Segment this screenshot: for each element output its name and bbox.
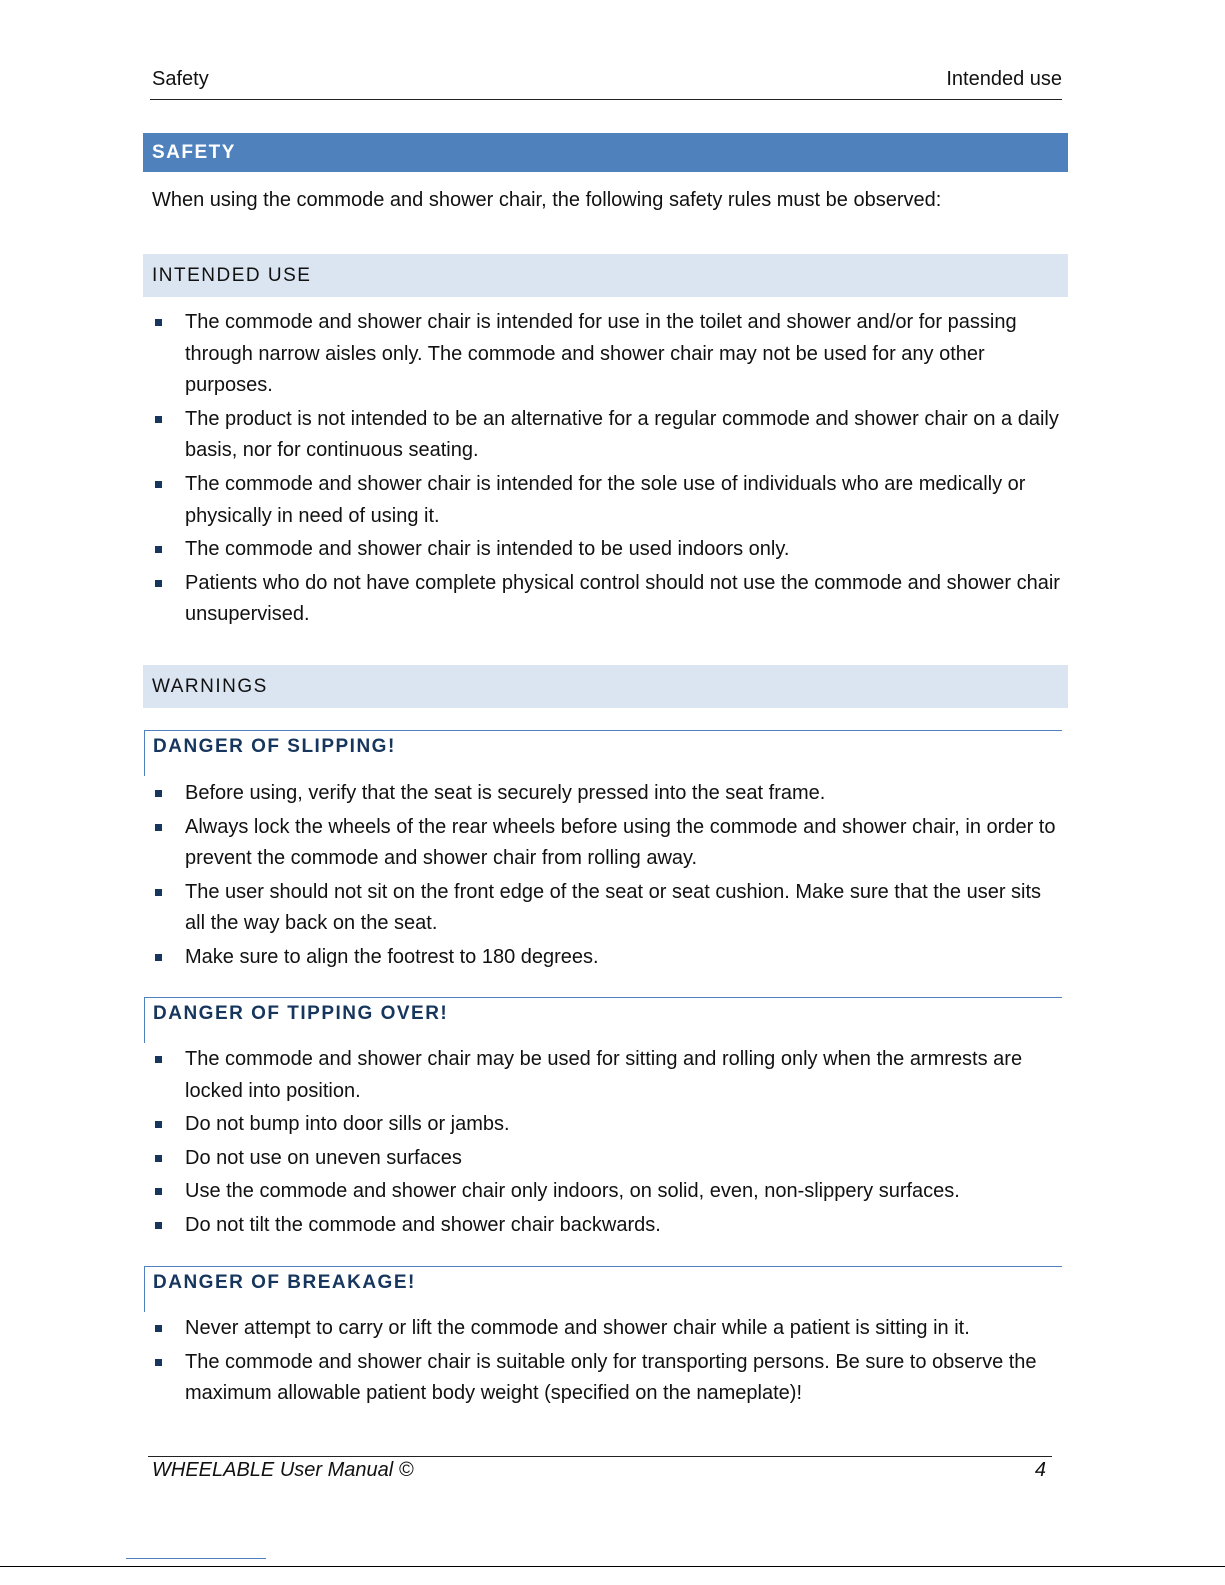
breakage-warning-list — [0, 1313, 1225, 1412]
square-bullet-icon — [155, 416, 162, 423]
square-bullet-icon — [155, 580, 162, 587]
square-bullet-icon — [155, 824, 162, 831]
slipping-warning-list — [0, 778, 1225, 976]
intended-use-list — [0, 307, 1225, 633]
intro-paragraph: When using the commode and shower chair, the following safety rules must be observed: — [152, 189, 942, 211]
slipping-warning-heading: DANGER OF SLIPPING! — [144, 730, 1062, 776]
square-bullet-icon — [155, 481, 162, 488]
list-item: Do not use on uneven surfaces — [0, 1143, 1065, 1175]
page-bottom-edge — [0, 1566, 1225, 1567]
square-bullet-icon — [155, 1325, 162, 1332]
tipping-warning-list — [0, 1044, 1225, 1244]
list-item: The product is not intended to be an alternative for a regular commode and shower chair on a daily basis, nor for continuous seating. — [0, 404, 1065, 467]
list-item: Never attempt to carry or lift the commode and shower chair while a patient is sitting in it. — [0, 1313, 1065, 1345]
running-header-right: Intended use — [946, 68, 1062, 90]
warnings-heading: WARNINGS — [143, 665, 1068, 708]
list-item: Use the commode and shower chair only indoors, on solid, even, non-slippery surfaces. — [0, 1176, 1065, 1208]
list-item: Always lock the wheels of the rear wheels before using the commode and shower chair, in order to prevent the commode and shower chair from rolling away. — [0, 812, 1065, 875]
list-item: The commode and shower chair is intended to be used indoors only. — [0, 534, 1065, 566]
square-bullet-icon — [155, 954, 162, 961]
list-item: Do not tilt the commode and shower chair backwards. — [0, 1210, 1065, 1242]
footer-title: WHEELABLE User Manual © — [152, 1459, 414, 1481]
square-bullet-icon — [155, 1359, 162, 1366]
list-item: The commode and shower chair is intended for the sole use of individuals who are medically or physically in need of using it. — [0, 469, 1065, 532]
section-title: SAFETY — [143, 133, 1068, 172]
tipping-warning-heading: DANGER OF TIPPING OVER! — [144, 997, 1062, 1043]
square-bullet-icon — [155, 1121, 162, 1128]
list-item: Do not bump into door sills or jambs. — [0, 1109, 1065, 1141]
running-header-left: Safety — [152, 68, 209, 90]
square-bullet-icon — [155, 889, 162, 896]
square-bullet-icon — [155, 546, 162, 553]
list-item: Patients who do not have complete physical control should not use the commode and shower chair unsupervised. — [0, 568, 1065, 631]
list-item: The user should not sit on the front edge of the seat or seat cushion. Make sure that the user sits all the way back on the seat. — [0, 877, 1065, 940]
intended-use-heading: INTENDED USE — [143, 254, 1068, 297]
square-bullet-icon — [155, 1056, 162, 1063]
page-edge-marker — [126, 1558, 266, 1559]
list-item: Make sure to align the footrest to 180 degrees. — [0, 942, 1065, 974]
square-bullet-icon — [155, 319, 162, 326]
square-bullet-icon — [155, 1222, 162, 1229]
list-item: The commode and shower chair may be used for sitting and rolling only when the armrests are locked into position. — [0, 1044, 1065, 1107]
list-item: The commode and shower chair is intended for use in the toilet and shower and/or for passing through narrow aisles only. The commode and shower chair may not be used for any other purposes. — [0, 307, 1065, 402]
list-item: The commode and shower chair is suitable only for transporting persons. Be sure to observe the maximum allowable patient body weight (specified on the nameplate)! — [0, 1347, 1065, 1410]
square-bullet-icon — [155, 1155, 162, 1162]
breakage-warning-heading: DANGER OF BREAKAGE! — [144, 1266, 1062, 1312]
square-bullet-icon — [155, 790, 162, 797]
footer-divider — [148, 1456, 1052, 1457]
square-bullet-icon — [155, 1188, 162, 1195]
list-item: Before using, verify that the seat is securely pressed into the seat frame. — [0, 778, 1065, 810]
header-divider — [150, 99, 1062, 100]
page-number: 4 — [1034, 1459, 1046, 1481]
